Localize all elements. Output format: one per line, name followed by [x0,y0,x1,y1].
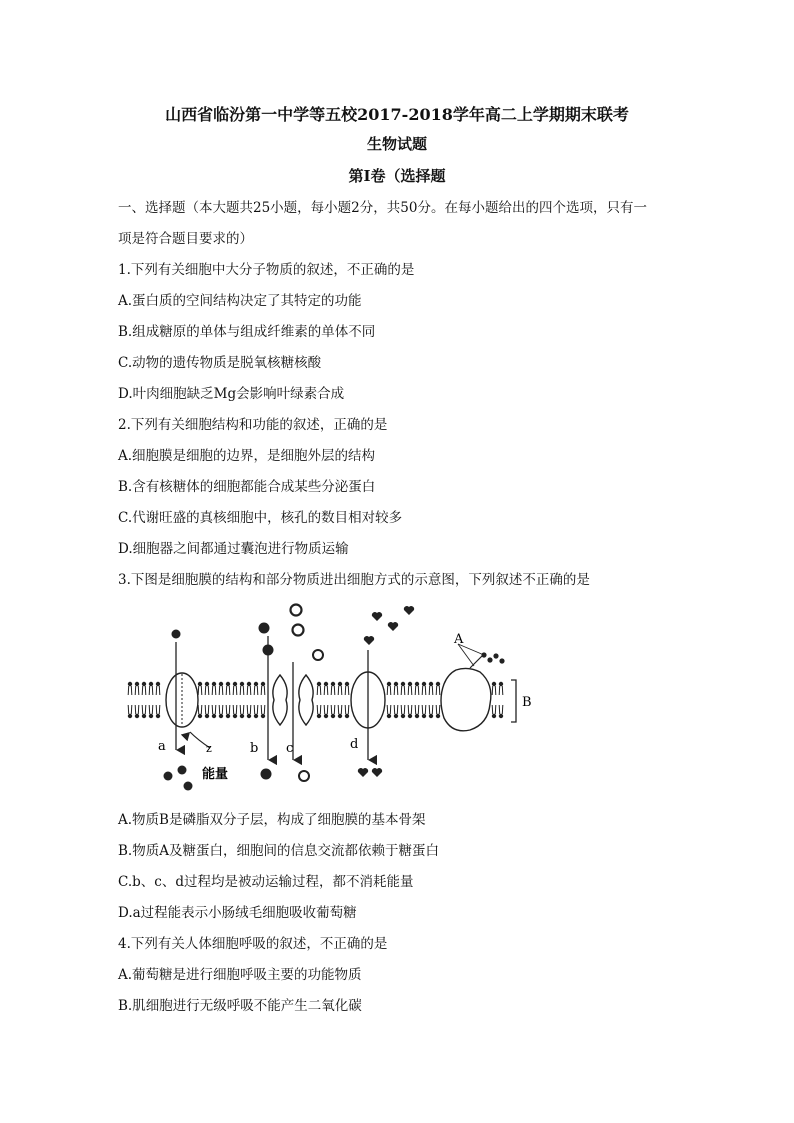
molecule-heart [358,768,368,777]
lipid-head-inner [345,705,349,718]
lipid-head-inner [499,705,503,718]
lipid-head-inner [128,705,132,718]
lipid-head-outer [345,682,349,695]
lipid-head-outer [233,682,237,695]
molecule-dot [261,769,272,780]
exam-title: 山西省临汾第一中学等五校2017-2018学年高二上学期期末联考 [165,105,629,124]
molecule-heart [388,622,398,631]
lipid-head-inner [387,705,391,718]
exam-subtitle: 生物试题 [366,135,427,153]
label-a-upper: A [454,632,464,647]
lipid-head-outer [212,682,216,695]
section-heading: 第Ⅰ卷（选择题 [348,167,446,185]
lipid-head-outer [261,682,265,695]
question-2-option-b: B.含有核糖体的细胞都能合成某些分泌蛋白 [118,479,376,495]
molecule-heart [372,612,382,621]
lipid-head-inner [205,705,209,718]
lipid-head-inner [233,705,237,718]
lipid-head-inner [198,705,202,718]
lipid-head-inner [247,705,251,718]
lipid-head-inner [135,705,139,718]
lipid-head-inner [219,705,223,718]
lipid-head-outer [408,682,412,695]
lipid-head-inner [142,705,146,718]
lipid-head-inner [415,705,419,718]
lipid-head-inner [261,705,265,718]
label-c: c [286,741,294,756]
molecule-dot [164,772,173,781]
lipid-head-inner [212,705,216,718]
lipid-head-inner [408,705,412,718]
lipid-head-inner [156,705,160,718]
question-4-stem: 4.下列有关人体细胞呼吸的叙述，不正确的是 [118,936,388,952]
lipid-head-inner [338,705,342,718]
lipid-head-inner [429,705,433,718]
question-3-option-d: D.a过程能表示小肠绒毛细胞吸收葡萄糖 [118,905,357,921]
lipid-head-inner [149,705,153,718]
molecule-dot [259,623,270,634]
lipid-head-outer [415,682,419,695]
question-2-stem: 2.下列有关细胞结构和功能的叙述，正确的是 [118,417,388,433]
lipid-head-outer [331,682,335,695]
lipid-head-outer [149,682,153,695]
molecule-ring [291,605,302,616]
molecule-ring [313,650,323,660]
lipid-head-outer [387,682,391,695]
molecule-dot [184,782,193,791]
question-1-option-b: B.组成糖原的单体与组成纤维素的单体不同 [118,324,376,340]
instructions-line-1: 一、选择题（本大题共25小题，每小题2分，共50分。在每小题给出的四个选项，只有一 [118,200,647,216]
question-1-stem: 1.下列有关细胞中大分子物质的叙述，不正确的是 [118,262,415,278]
question-1-option-d: D.叶肉细胞缺乏Mg会影响叶绿素合成 [118,386,345,402]
lipid-head-outer [135,682,139,695]
question-3-option-b: B.物质A及糖蛋白，细胞间的信息交流都依赖于糖蛋白 [118,843,439,859]
lipid-head-outer [226,682,230,695]
instructions-line-2: 项是符合题目要求的） [118,231,253,247]
lipid-head-outer [394,682,398,695]
lipid-head-outer [401,682,405,695]
label-a: a [158,739,166,754]
molecule-dot [178,766,187,775]
lipid-head-inner [240,705,244,718]
lipid-head-outer [128,682,132,695]
lipid-head-outer [247,682,251,695]
molecule-heart [364,636,374,645]
question-3-option-a: A.物质B是磷脂双分子层，构成了细胞膜的基本骨架 [118,812,426,828]
lipid-head-outer [219,682,223,695]
lipid-head-outer [156,682,160,695]
lipid-head-outer [240,682,244,695]
molecule-heart [404,606,414,615]
lipid-head-inner [226,705,230,718]
lipid-head-inner [394,705,398,718]
question-2-option-c: C.代谢旺盛的真核细胞中，核孔的数目相对较多 [118,510,403,526]
lipid-head-inner [401,705,405,718]
question-3-option-c: C.b、c、d过程均是被动运输过程，都不消耗能量 [118,874,414,890]
lipid-head-inner [436,705,440,718]
lipid-head-outer [254,682,258,695]
label-b-upper: B [522,695,532,710]
question-4-option-b: B.肌细胞进行无级呼吸不能产生二氧化碳 [118,998,362,1014]
lipid-head-inner [492,705,496,718]
label-energy: 能量 [202,767,229,782]
lipid-head-outer [338,682,342,695]
question-1-option-a: A.蛋白质的空间结构决定了其特定的功能 [118,293,362,309]
lipid-head-outer [499,682,503,695]
question-2-option-d: D.细胞器之间都通过囊泡进行物质运输 [118,541,349,557]
lipid-head-outer [324,682,328,695]
molecule-ring [299,771,309,781]
question-3-stem: 3.下图是细胞膜的结构和部分物质进出细胞方式的示意图，下列叙述不正确的是 [118,572,590,588]
membrane-transport-diagram [118,600,548,805]
lipid-head-inner [324,705,328,718]
lipid-head-outer [429,682,433,695]
lipid-head-outer [198,682,202,695]
question-4-option-a: A.葡萄糖是进行细胞呼吸主要的功能物质 [118,967,362,983]
molecule-ring [293,625,304,636]
lipid-head-outer [436,682,440,695]
lipid-head-outer [422,682,426,695]
label-d: d [350,737,359,752]
lipid-head-outer [142,682,146,695]
svg-text:z: z [206,742,212,755]
lipid-head-inner [317,705,321,718]
lipid-head-inner [254,705,258,718]
carrier-protein-a [166,673,198,727]
lipid-head-outer [317,682,321,695]
question-2-option-a: A.细胞膜是细胞的边界，是细胞外层的结构 [118,448,376,464]
bracket-b [511,680,516,722]
label-b: b [250,741,259,756]
lipid-head-inner [422,705,426,718]
lipid-head-outer [492,682,496,695]
molecule-heart [372,768,382,777]
lipid-head-inner [331,705,335,718]
lipid-head-outer [205,682,209,695]
molecule-dot [172,630,181,639]
question-1-option-c: C.动物的遗传物质是脱氧核糖核酸 [118,355,322,371]
